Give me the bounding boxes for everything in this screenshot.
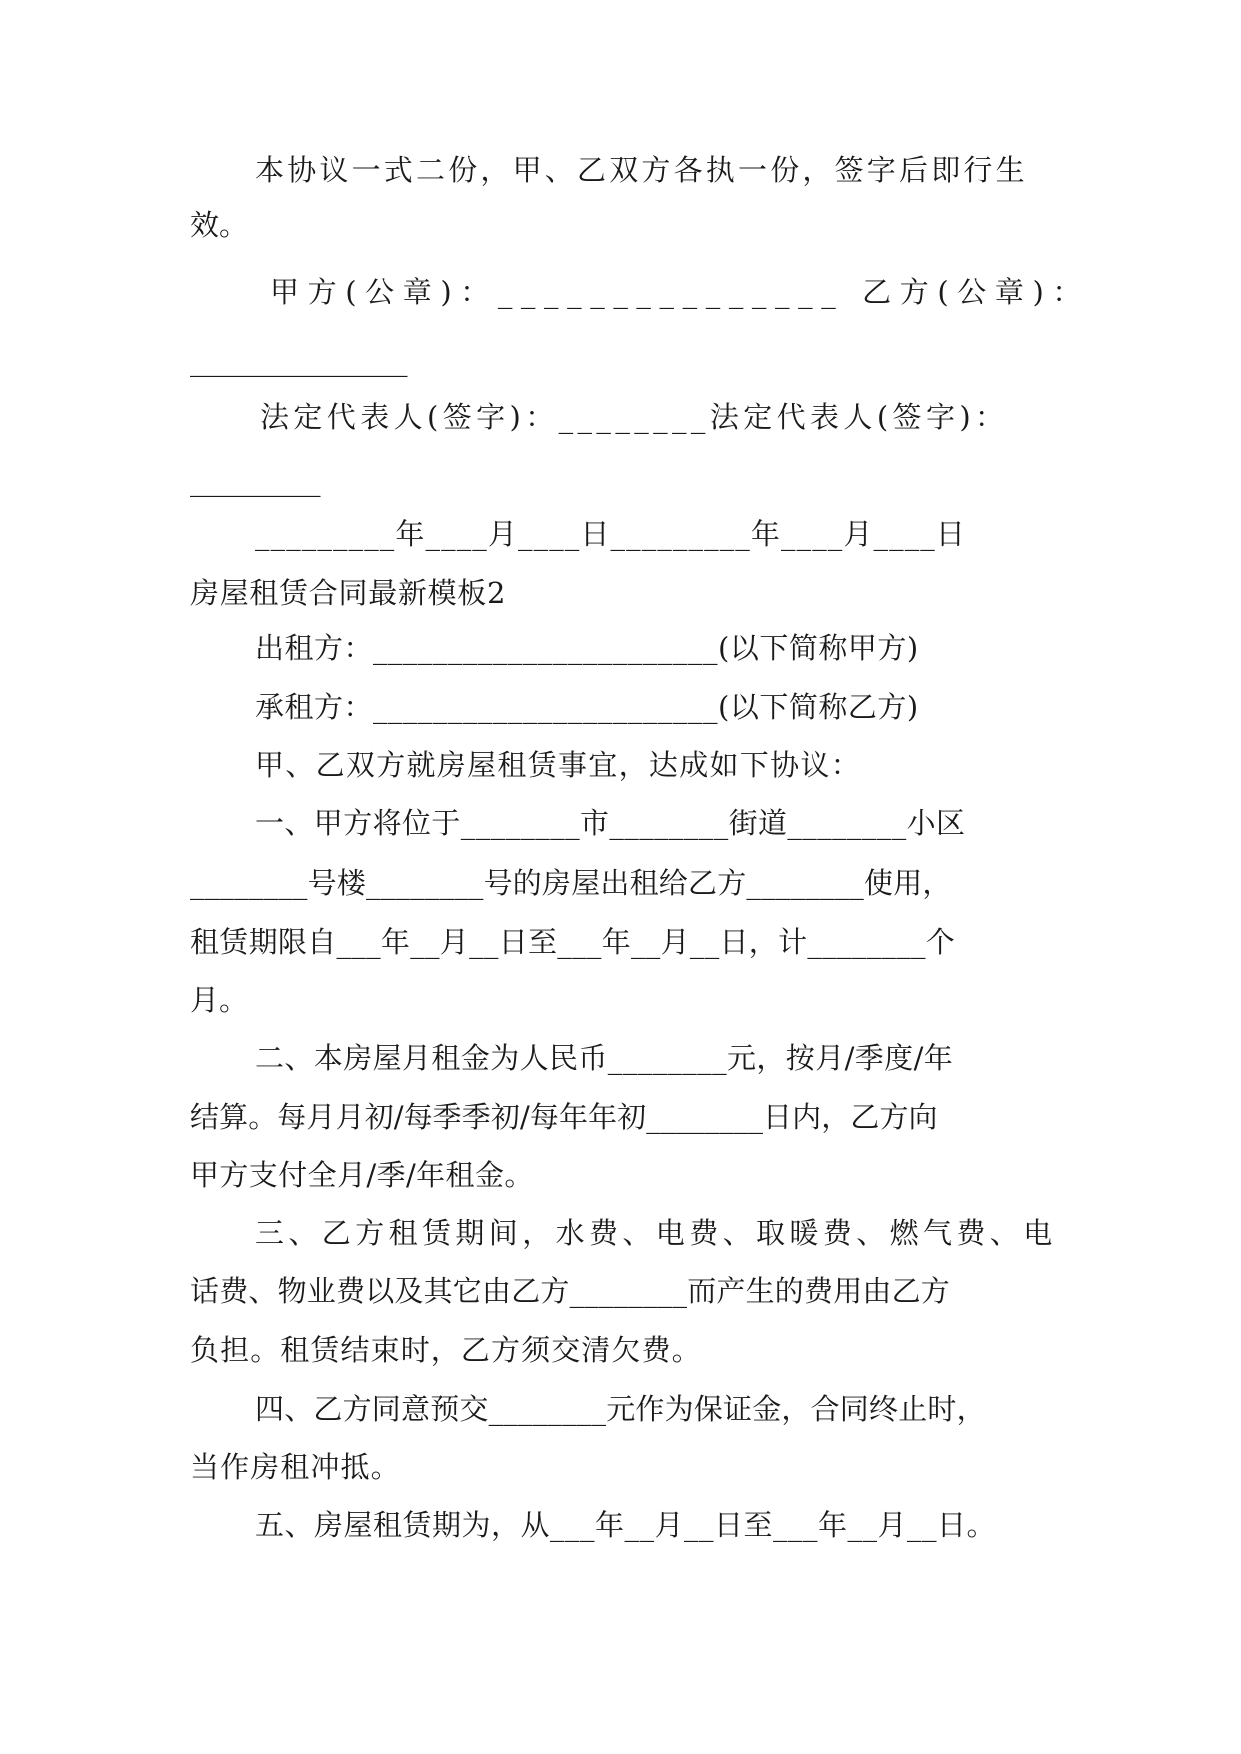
effect-clause-line-2: 效。 — [190, 208, 249, 242]
agreement-intro: 甲、乙双方就房屋租赁事宜，达成如下协议： — [255, 748, 862, 782]
seal-line-2: _______________ — [190, 343, 408, 377]
legal-rep-line-1: 法定代表人(签字)：________法定代表人(签字)： — [260, 400, 1009, 434]
seal-line-1: 甲方(公章)：_______________ 乙方(公章)： — [270, 275, 1090, 309]
clause-3-line-1: 三、乙方租赁期间，水费、电费、取暖费、燃气费、电 — [255, 1216, 1057, 1250]
clause-4-line-2: 当作房租冲抵。 — [190, 1450, 401, 1484]
clause-1-line-1: 一、甲方将位于________市________街道________小区 — [255, 806, 966, 840]
clause-2-line-3: 甲方支付全月/季/年租金。 — [190, 1158, 534, 1192]
clause-3-line-3: 负担。租赁结束时，乙方须交清欠费。 — [190, 1333, 702, 1367]
legal-rep-line-2: _________ — [190, 463, 321, 497]
clause-1-line-4: 月。 — [190, 983, 249, 1017]
clause-4-line-1: 四、乙方同意预交________元作为保证金，合同终止时， — [255, 1392, 986, 1426]
clause-1-line-2: ________号楼________号的房屋出租给乙方________使用， — [190, 866, 952, 900]
lessee-line: 承租方：_______________________(以下简称乙方) — [255, 690, 919, 724]
clause-2-line-1: 二、本房屋月租金为人民币________元，按月/季度/年 — [255, 1041, 954, 1075]
clause-2-line-2: 结算。每月月初/每季季初/每年年初________日内，乙方向 — [190, 1100, 938, 1134]
signature-dates: _________年____月____日_________年____月____日 — [255, 517, 966, 551]
clause-1-line-3: 租赁期限自___年__月__日至___年__月__日，计________个 — [190, 925, 956, 959]
document-title: 房屋租赁合同最新模板2 — [190, 576, 507, 610]
clause-5-line-1: 五、房屋租赁期为，从___年__月__日至___年__月__日。 — [255, 1508, 997, 1542]
clause-3-line-2: 话费、物业费以及其它由乙方________而产生的费用由乙方 — [190, 1274, 951, 1308]
effect-clause-line-1: 本协议一式二份，甲、乙双方各执一份，签字后即行生 — [255, 153, 1028, 187]
lessor-line: 出租方：_______________________(以下简称甲方) — [255, 631, 919, 665]
